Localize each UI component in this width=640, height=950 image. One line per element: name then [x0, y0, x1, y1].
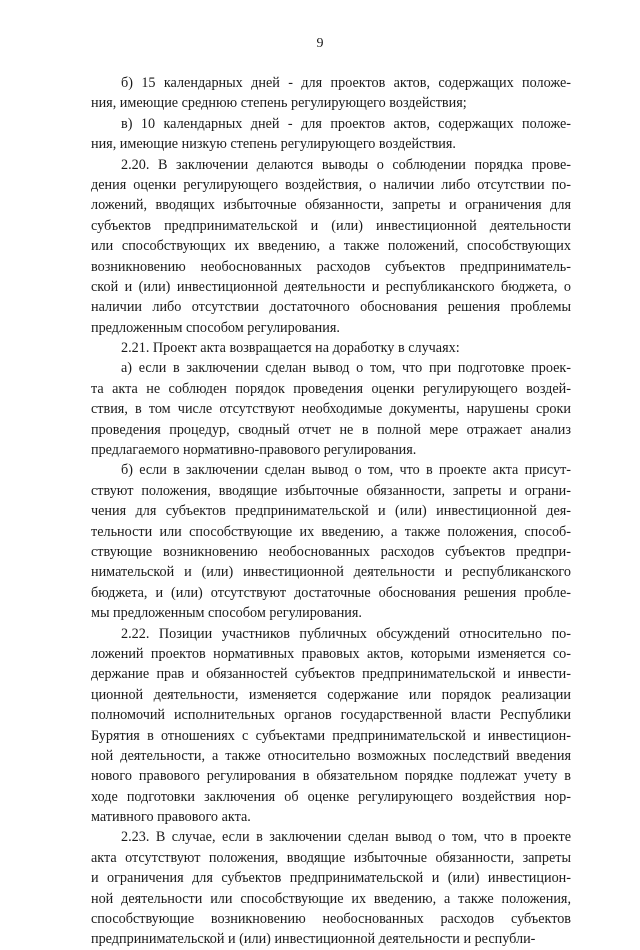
text-line: предложенным способом регулирования. [91, 319, 340, 336]
text-line: 2.21. Проект акта возвращается на доработку в случаях: [121, 340, 460, 357]
text-line: ния, имеющие низкую степень регулирующего воздействия. [91, 136, 456, 153]
text-line: возникновению необоснованных расходов субъектов предприниматель- [91, 258, 571, 275]
text-line: ствуют положения, вводящие избыточные обязанности, запреты и ограни- [91, 482, 571, 499]
text-line: дения оценки регулирующего воздействия, о наличии либо отсутствии по- [91, 176, 571, 193]
text-line: б) если в заключении сделан вывод о том, что в проекте акта присут- [121, 462, 571, 479]
paragraph-p6 [91, 460, 571, 623]
text-line: ложений проектов нормативных правовых актов, которыми изменяется со- [91, 645, 571, 662]
text-line: ствия, в том числе отсутствуют необходимые документы, нарушены сроки [91, 401, 571, 418]
paragraph-p2 [91, 114, 571, 155]
text-line: 2.23. В случае, если в заключении сделан вывод о том, что в проекте [121, 829, 571, 846]
text-line: ционной деятельности, изменяется содержание или порядок реализации [91, 686, 571, 703]
document-body [91, 73, 571, 950]
text-line: бюджета, и (или) отсутствуют достаточные обоснования решения пробле- [91, 584, 571, 601]
text-line: ложений, вводящих избыточные обязанности, запреты и ограничения для [91, 197, 571, 214]
paragraph-p4 [91, 338, 571, 358]
text-line: та акта не соблюден порядок проведения оценки регулирующего воздей- [91, 380, 571, 397]
text-line: предпринимательской и (или) инвестиционной деятельности и республи- [91, 931, 536, 948]
paragraph-p3 [91, 155, 571, 339]
text-line: держание прав и обязанностей субъектов предпринимательской и инвести- [91, 666, 571, 683]
text-line: б) 15 календарных дней - для проектов актов, содержащих положе- [121, 75, 571, 91]
text-line: ствующие возникновению необоснованных расходов субъектов предпри- [91, 543, 571, 560]
paragraph-p7 [91, 624, 571, 828]
text-line: полномочий исполнительных органов государственной власти Республики [91, 707, 571, 724]
paragraph-p5 [91, 358, 571, 460]
text-line: предлагаемого нормативно-правового регулирования. [91, 442, 417, 459]
text-line: а) если в заключении сделан вывод о том, что при подготовке проек- [121, 360, 571, 377]
text-line: ской и (или) инвестиционной деятельности и республиканского бюджета, о [91, 278, 571, 295]
text-line: или способствующих их введению, а также положений, способствующих [91, 238, 571, 255]
text-line: субъектов предпринимательской и (или) инвестиционной деятельности [91, 217, 571, 234]
text-line: ния, имеющие среднюю степень регулирующего воздействия; [91, 95, 467, 112]
text-line: 2.20. В заключении делаются выводы о соблюдении порядка прове- [121, 156, 571, 173]
paragraph-p8 [91, 827, 571, 949]
text-line: мативного правового акта. [91, 809, 251, 826]
text-line: проведения процедур, сводный отчет не в полной мере отражает анализ [91, 421, 571, 438]
text-line: способствующие возникновению необоснованных расходов субъектов [91, 911, 571, 928]
text-line: мы предложенным способом регулирования. [91, 605, 362, 622]
text-line: чения для субъектов предпринимательской и (или) инвестиционной дея- [91, 503, 571, 520]
text-line: нового правового регулирования в обязательном порядке подлежат учету в [91, 768, 571, 785]
text-line: тельности или способствующие их введению, а также положения, способ- [91, 523, 571, 540]
text-line: в) 10 календарных дней - для проектов актов, содержащих положе- [121, 115, 571, 132]
text-line: акта отсутствуют положения, вводящие избыточные обязанности, запреты [91, 849, 571, 866]
text-line: ной деятельности или способствующие их введению, а также положения, [91, 890, 571, 907]
text-line: Бурятия в отношениях с субъектами предпринимательской и инвестицион- [91, 727, 571, 744]
text-line: ходе подготовки заключения об оценке регулирующего воздействия нор- [91, 788, 571, 805]
text-line: наличии либо отсутствии достаточного обоснования решения проблемы [91, 299, 571, 316]
text-line: и ограничения для субъектов предпринимательской и (или) инвестицион- [91, 870, 571, 887]
text-line: нимательской и (или) инвестиционной деятельности и республиканского [91, 564, 571, 581]
paragraph-p1 [91, 73, 571, 114]
text-line: 2.22. Позиции участников публичных обсуждений относительно по- [121, 625, 571, 642]
text-line: ной деятельности, а также относительно возможных последствий введения [91, 747, 571, 764]
page-number: 9 [316, 36, 324, 51]
